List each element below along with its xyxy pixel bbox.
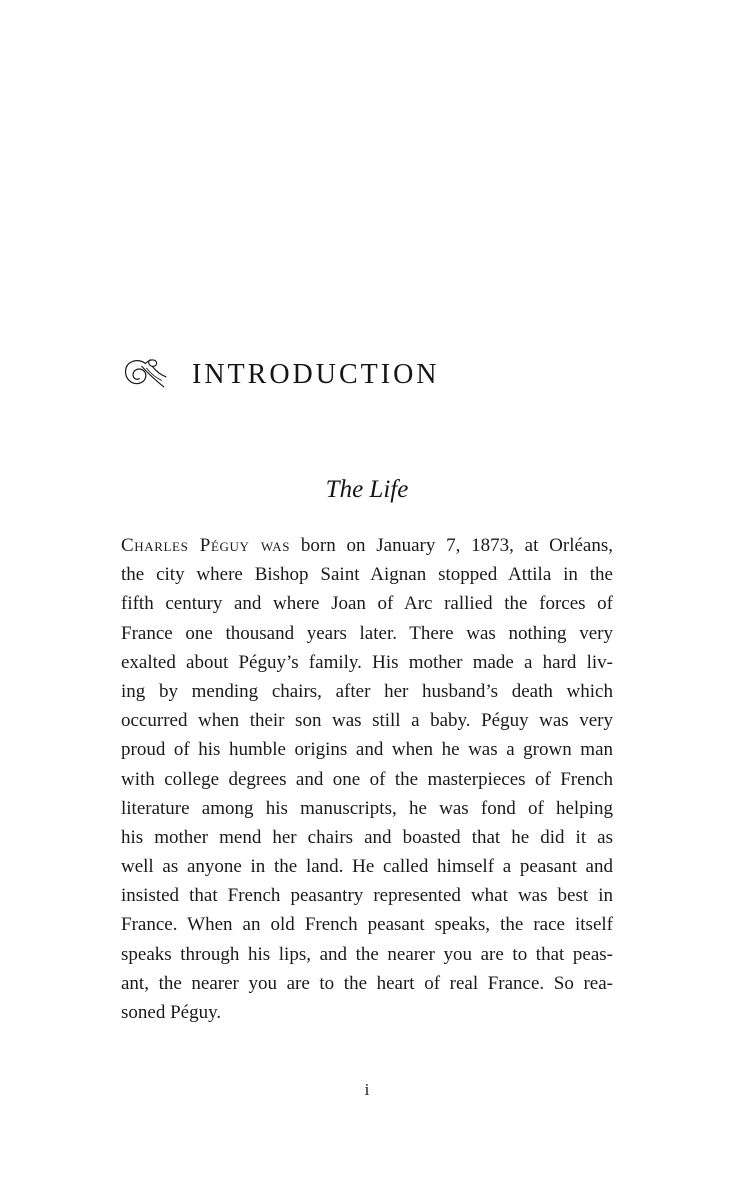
body-line: speaks through his lips, and the nearer you are to that peas- — [121, 943, 613, 965]
body-line: ing by mending chairs, after her husband’s death which — [121, 680, 613, 702]
body-line: occurred when their son was still a baby. Péguy was very — [121, 710, 613, 732]
body-line: the city where Bishop Saint Aignan stopped Attila in the — [121, 564, 613, 586]
body-line: exalted about Péguy’s family. His mother made a hard liv- — [121, 651, 613, 673]
first-line-rest: born on January 7, 1873, at Orléans, — [290, 535, 613, 556]
body-line: France one thousand years later. There was nothing very — [121, 622, 613, 644]
body-line: with college degrees and one of the masterpieces of French — [121, 768, 613, 790]
page-number: i — [364, 1080, 370, 1099]
body-line: well as anyone in the land. He called himself a peasant and — [121, 856, 613, 878]
body-line: ant, the nearer you are to the heart of real France. So rea- — [121, 972, 613, 994]
body-line: his mother mend her chairs and boasted that he did it as — [121, 826, 613, 848]
chapter-header — [121, 354, 621, 396]
flourish-ornament-icon — [121, 354, 167, 396]
body-line: proud of his humble origins and when he was a grown man — [121, 739, 613, 761]
chapter-title: INTRODUCTION — [192, 359, 440, 390]
body-line: France. When an old French peasant speaks, the race itself — [121, 914, 613, 936]
body-line — [121, 531, 613, 560]
smallcaps-lead: Charles Péguy was — [121, 535, 291, 556]
body-paragraph — [121, 531, 613, 1027]
section-subtitle: The Life — [325, 476, 409, 503]
body-line: soned Péguy. — [121, 1002, 222, 1023]
body-line: literature among his manuscripts, he was fond of helping — [121, 797, 613, 819]
body-line: insisted that French peasantry represented what was best in — [121, 885, 613, 907]
body-line: fifth century and where Joan of Arc rallied the forces of — [121, 593, 613, 615]
